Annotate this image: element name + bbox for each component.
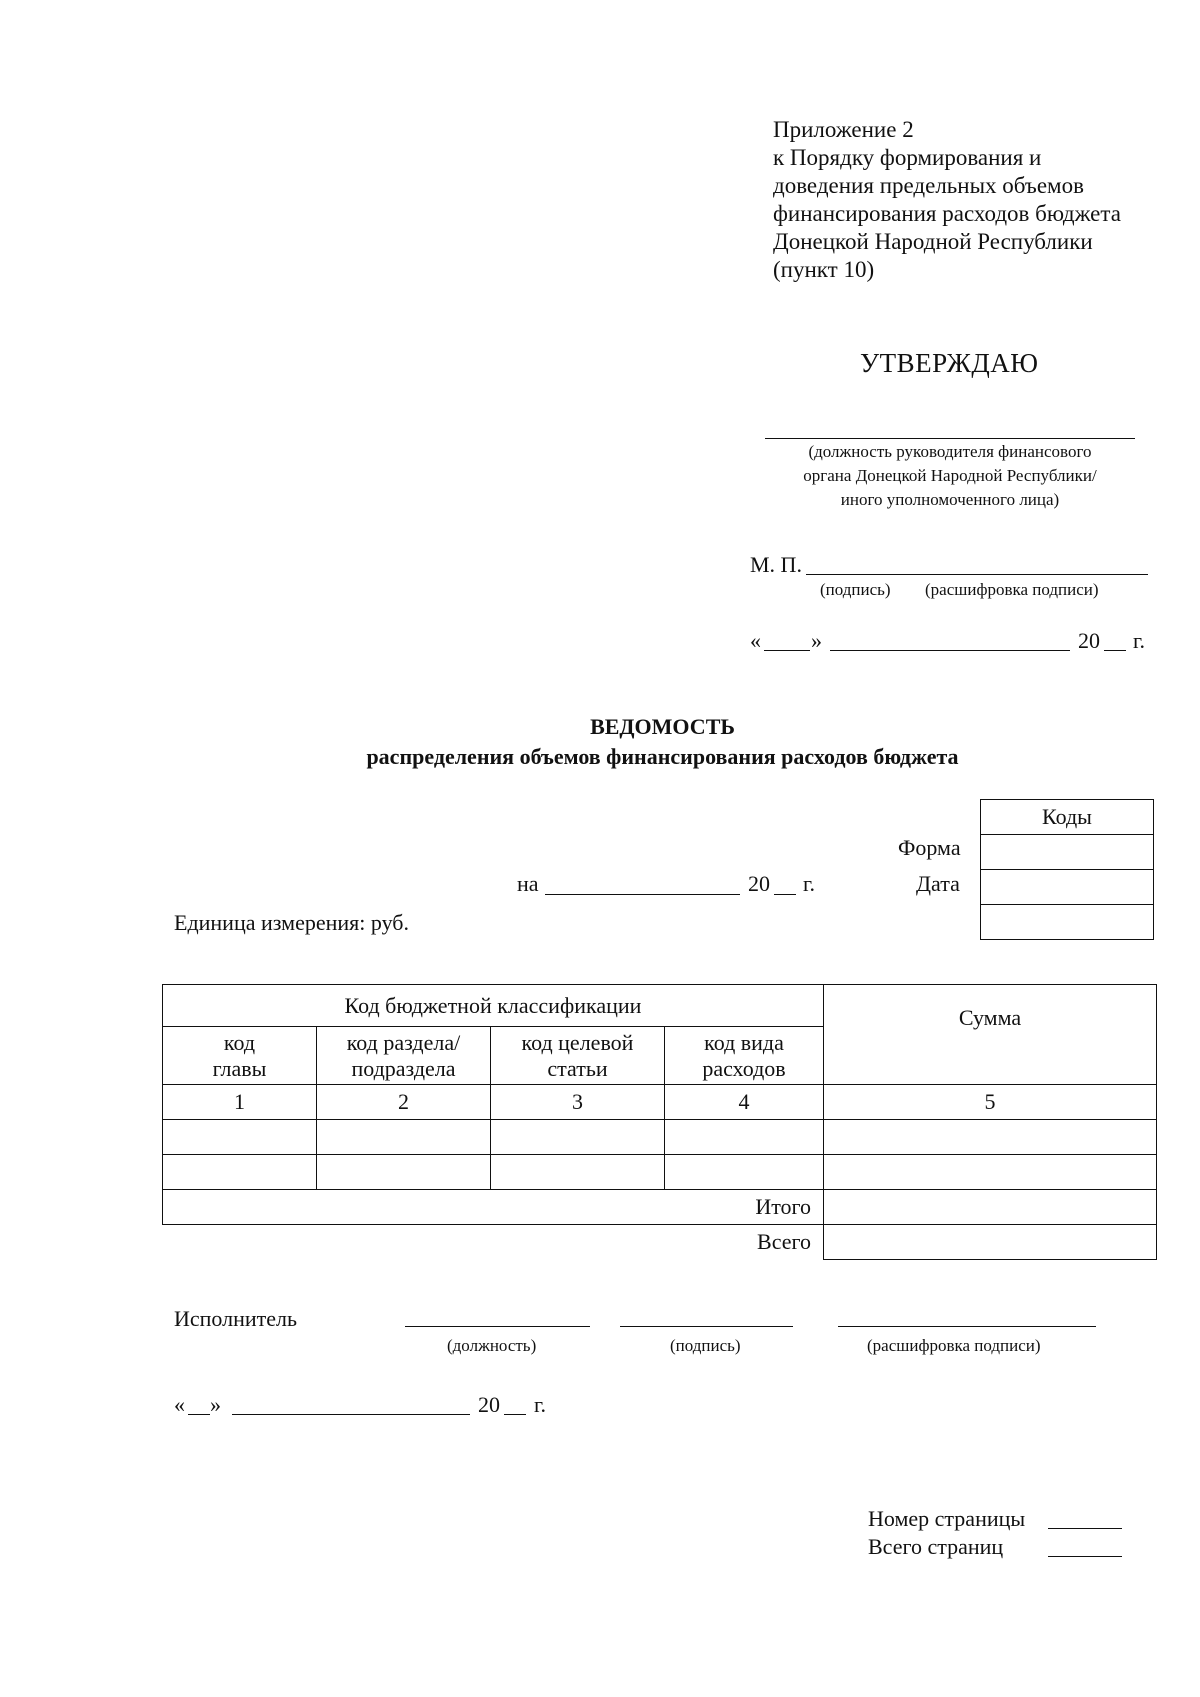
executor-date-close-quote: » — [210, 1392, 221, 1417]
codes-header: Коды — [981, 800, 1154, 835]
column-number: 2 — [317, 1085, 491, 1120]
appendix-line: к Порядку формирования и — [773, 145, 1042, 170]
table-cell[interactable] — [824, 1120, 1157, 1155]
budget-table — [162, 984, 1157, 1260]
page-number-label: Номер страницы — [868, 1506, 1026, 1531]
date-label: Дата — [916, 871, 960, 896]
table-cell[interactable] — [491, 1120, 665, 1155]
budget-classification-header: Код бюджетной классификации — [163, 985, 824, 1027]
appendix-line: Донецкой Народной Республики — [773, 229, 1093, 254]
title-line-2: распределения объемов финансирования расходов бюджета — [366, 744, 959, 769]
position-caption-line: (должность руководителя финансового — [808, 442, 1092, 461]
executor-position-caption: (должность) — [447, 1336, 537, 1355]
approval-month-blank[interactable] — [830, 650, 1070, 651]
unit-label: Единица измерения: руб. — [174, 910, 409, 935]
period-date-blank[interactable] — [545, 894, 740, 895]
executor-decode-blank[interactable] — [838, 1326, 1096, 1327]
approval-year-suffix: г. — [1133, 628, 1146, 653]
executor-year-suffix: г. — [534, 1392, 547, 1417]
position-blank-line[interactable] — [765, 438, 1135, 439]
total-pages-blank[interactable] — [1048, 1556, 1122, 1557]
position-caption-line: иного уполномоченного лица) — [840, 490, 1060, 509]
document-title — [0, 712, 1200, 772]
executor-decode-caption: (расшифровка подписи) — [867, 1336, 1041, 1355]
period-on-label: на — [517, 871, 539, 896]
table-cell[interactable] — [163, 1155, 317, 1190]
codes-table — [980, 799, 1154, 940]
appendix-block — [773, 116, 1121, 284]
table-row — [163, 1155, 1157, 1190]
appendix-line: финансирования расходов бюджета — [773, 201, 1121, 226]
itogo-sum-cell[interactable] — [824, 1190, 1157, 1225]
approval-date-close-quote: » — [811, 628, 822, 653]
executor-date-open-quote: « — [174, 1392, 185, 1417]
executor-year-prefix: 20 — [478, 1392, 500, 1417]
column-header-line: главы — [212, 1055, 267, 1081]
table-cell[interactable] — [491, 1155, 665, 1190]
position-caption — [745, 440, 1155, 512]
column-number: 3 — [491, 1085, 665, 1120]
column-number: 5 — [824, 1085, 1157, 1120]
executor-day-blank[interactable] — [188, 1414, 210, 1415]
position-caption-line: органа Донецкой Народной Республики/ — [803, 466, 1097, 485]
column-header-line: расходов — [702, 1055, 786, 1081]
period-year-blank[interactable] — [774, 894, 796, 895]
column-header-section — [317, 1027, 491, 1085]
total-pages-label: Всего страниц — [868, 1534, 1004, 1559]
table-cell[interactable] — [317, 1120, 491, 1155]
table-row — [163, 1120, 1157, 1155]
approval-year-prefix: 20 — [1078, 628, 1100, 653]
appendix-line: Приложение 2 — [773, 117, 914, 142]
executor-label: Исполнитель — [174, 1306, 298, 1331]
period-year-suffix: г. — [803, 871, 816, 896]
table-cell[interactable] — [317, 1155, 491, 1190]
appendix-line: (пункт 10) — [773, 257, 875, 282]
sum-header: Сумма — [824, 985, 1157, 1085]
table-cell[interactable] — [665, 1155, 824, 1190]
signature-caption: (подпись) — [820, 580, 891, 599]
column-header-line: статьи — [547, 1055, 608, 1081]
table-cell[interactable] — [163, 1120, 317, 1155]
approval-date-open-quote: « — [750, 628, 761, 653]
column-header-line: код целевой — [521, 1029, 634, 1055]
period-year-prefix: 20 — [748, 871, 770, 896]
signature-blank-line[interactable] — [806, 574, 1148, 575]
form-label: Форма — [898, 835, 961, 860]
seal-label: М. П. — [750, 552, 802, 577]
column-header-line: код раздела/ — [346, 1029, 461, 1055]
column-header-line: код вида — [704, 1029, 784, 1055]
column-header-line: подраздела — [351, 1055, 456, 1081]
column-header-chapter — [163, 1027, 317, 1085]
executor-month-blank[interactable] — [232, 1414, 470, 1415]
approval-day-blank[interactable] — [764, 650, 810, 651]
approval-year-blank[interactable] — [1104, 650, 1126, 651]
signature-decode-caption: (расшифровка подписи) — [925, 580, 1099, 599]
table-cell[interactable] — [665, 1120, 824, 1155]
executor-signature-blank[interactable] — [620, 1326, 793, 1327]
executor-year-blank[interactable] — [504, 1414, 526, 1415]
column-header-target — [491, 1027, 665, 1085]
vsego-label: Всего — [163, 1225, 824, 1260]
column-header-expense-type — [665, 1027, 824, 1085]
title-line-1: ВЕДОМОСТЬ — [590, 714, 735, 739]
column-header-line: код — [223, 1029, 256, 1055]
column-number: 1 — [163, 1085, 317, 1120]
executor-position-blank[interactable] — [405, 1326, 590, 1327]
date-code-cell[interactable] — [981, 870, 1154, 905]
itogo-label: Итого — [163, 1190, 824, 1225]
vsego-sum-cell[interactable] — [824, 1225, 1157, 1260]
executor-signature-caption: (подпись) — [670, 1336, 741, 1355]
form-code-cell[interactable] — [981, 835, 1154, 870]
table-cell[interactable] — [824, 1155, 1157, 1190]
column-number: 4 — [665, 1085, 824, 1120]
extra-code-cell[interactable] — [981, 905, 1154, 940]
approval-heading: УТВЕРЖДАЮ — [860, 348, 1039, 378]
appendix-line: доведения предельных объемов — [773, 173, 1084, 198]
page-number-blank[interactable] — [1048, 1528, 1122, 1529]
